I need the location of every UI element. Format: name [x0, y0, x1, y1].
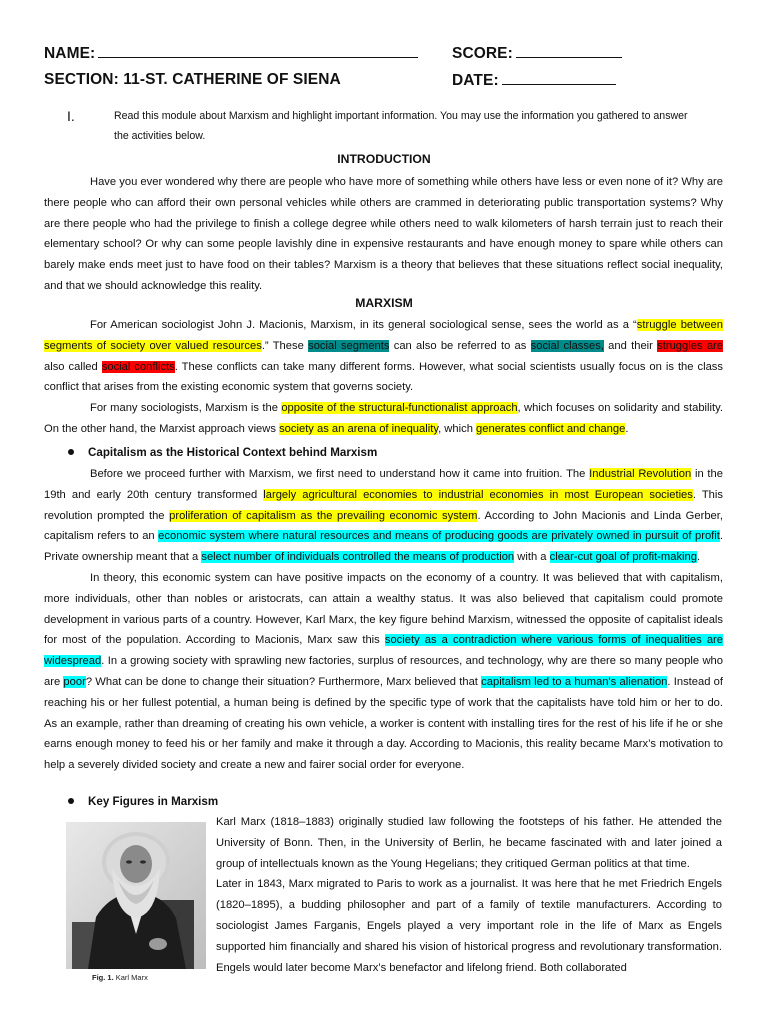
key-figures-heading [68, 795, 218, 808]
portrait-image [66, 822, 206, 969]
highlight-yellow: struggle between segments of society over valued resources [44, 319, 723, 352]
figure-caption [92, 973, 148, 982]
instruction-numeral: I. [67, 108, 75, 124]
karl-marx-photo [66, 822, 206, 969]
highlight-yellow: largely agricultural economies to industrial economies in most European societies [263, 488, 693, 501]
highlight-cyan: poor [63, 675, 86, 688]
key-figures-paragraph-2: Later in 1843, Marx migrated to Paris to work as a journalist. It was here that he met Friedrich Engels (1820–1895), a budding philosopher and part of a family of textile manufacturers. According to sociologist James Farganis, Engels played a very important role in the life of Marx as Engels supported him financially and shared his vision of historical progress and revolutionary transformation. Engels would later become Marx’s benefactor and lifelong friend. Both collaborated [216, 878, 722, 974]
highlight-teal: social segments [308, 339, 390, 352]
key-figures-heading-text: Key Figures in Marxism [88, 795, 219, 808]
highlight-red: social conflicts [101, 360, 175, 373]
text-run: in the 19th and early 20th century transformed [44, 468, 723, 501]
score-label: SCORE: [452, 45, 513, 62]
date-field [452, 71, 616, 90]
highlight-yellow: generates conflict and change [476, 422, 626, 435]
key-figures-section [216, 812, 722, 978]
name-label: NAME: [44, 45, 96, 62]
instruction-line-1: Read this module about Marxism and highlight important information. You may use the information you gathered to answer [114, 110, 688, 122]
text-run: Before we proceed further with Marxism, we first need to understand how it came into fruition. The [90, 468, 590, 480]
highlight-red: struggles are [657, 339, 723, 352]
capitalism-paragraph-2 [44, 568, 723, 776]
text-run: with a [514, 551, 550, 564]
text-run: . This revolution prompted the [44, 488, 723, 522]
text-run: . Instead of reaching his or her fullest potential, a human being is defined by the specific type of work that the capitalists have told him or her to do. As an example, rather than dreaming of creating his own vehicle, a worker is content with installing tires for the rest of his life if he or she earns enough money to feed his or her family and make it through a day. According to Macionis, this reality became Marx’s motivation to help a severely divided society and create a new and fairer social order for everyone. [44, 675, 724, 772]
text-run: , which [438, 422, 477, 435]
highlight-cyan: clear-cut goal of profit-making [549, 551, 697, 564]
text-run: , which focuses on solidarity and stability. On the other hand, the Marxist approach views [44, 402, 723, 435]
highlight-cyan: capitalism led to a human's alienation [481, 675, 668, 688]
highlight-yellow: Industrial Revolution [589, 468, 692, 480]
text-run: . These conflicts can take many different forms. However, what social scientists usually focus on is the class conflict that arises from the existing economic system that governs society. [44, 360, 723, 394]
text-run: In theory, this economic system can have positive impacts on the economy of a country. It was believed that with capitalism, more individuals, other than nobles or aristocrats, can attain a wealthy status. It was also believed that capitalism could promote development in various parts of a country. However, Karl Marx, the key figure behind Marxism, witnessed the opposite of capitalist ideals for most of the population. According to Macionis, Marx saw this [44, 571, 723, 647]
capitalism-heading-text: Capitalism as the Historical Context behind Marxism [88, 446, 378, 459]
text-run: . In a growing society with sprawling new factories, surplus of resources, and technology, why are there so many people who are [44, 655, 723, 688]
text-run: .” These [261, 339, 309, 352]
name-field [44, 44, 418, 63]
introduction-section [44, 172, 723, 297]
text-run: For many sociologists, Marxism is the [90, 402, 282, 415]
key-figures-paragraph-1: Karl Marx (1818–1883) originally studied law following the footsteps of his father. He attended the University of Bonn. Then, in the University of Berlin, he became fascinated with and later joined a group of intellectuals known as the Young Hegelians; they critiqued German politics at that time. [216, 816, 722, 870]
text-run: can also be referred to as [389, 339, 531, 352]
highlight-yellow: proliferation of capitalism as the prevailing economic system [169, 509, 478, 522]
highlight-cyan: economic system where natural resources and means of producing goods are privately owned in pursuit of profit [158, 530, 720, 543]
introduction-heading: INTRODUCTION [337, 152, 431, 166]
marxism-section [44, 315, 723, 440]
caption-label: Fig. 1. [92, 973, 114, 982]
highlight-cyan: society as a contradiction where various forms of inequalities are widespread [44, 634, 723, 668]
bullet-icon [68, 798, 74, 804]
text-run: also called [44, 360, 102, 373]
introduction-paragraph: Have you ever wondered why there are people who have more of something while others have less or even none of it? Why are there people who can afford their own personal vehicles while others are crammed in deteriorating public transportation systems? Why are there people who had the privilege to finish a college degree while others need to walk kilometers of harsh terrain just to reach their elementary school? Or why can some people lavishly dine in expensive restaurants and have enough money to spare while others can barely make ends meet just to have food on their tables? Marxism is a theory that believes that these situations reflect social inequality, and that we should acknowledge this reality. [44, 176, 723, 292]
capitalism-paragraph-1 [44, 464, 723, 568]
capitalism-section [44, 464, 723, 776]
highlight-cyan: select number of individuals controlled the means of production [201, 551, 515, 564]
bullet-icon [68, 449, 74, 455]
highlight-yellow: opposite of the structural-functionalist approach [281, 402, 518, 415]
highlight-yellow: society as an arena of inequality [279, 422, 439, 435]
caption-text: Karl Marx [113, 973, 148, 982]
marxism-paragraph-2 [44, 398, 723, 440]
score-field [452, 44, 622, 63]
text-run: . Private ownership meant that a [44, 530, 723, 564]
date-label: DATE: [452, 72, 499, 89]
marxism-paragraph-1 [44, 315, 723, 398]
text-run: . According to John Macionis and Linda Gerber, capitalism refers to an [44, 509, 723, 543]
text-run: For American sociologist John J. Macionis, Marxism, in its general sociological sense, sees the world as a “ [90, 319, 637, 331]
text-run: . [696, 551, 701, 564]
marxism-heading: MARXISM [355, 296, 413, 310]
text-run: . [625, 422, 629, 435]
instruction-line-2: the activities below. [114, 130, 206, 142]
text-run: ? What can be done to change their situation? Furthermore, Marx believed that [85, 675, 482, 688]
highlight-teal: social classes, [530, 339, 604, 352]
name-blank[interactable] [98, 44, 418, 58]
section-label: SECTION: 11-ST. CATHERINE OF SIENA [44, 71, 341, 88]
date-blank[interactable] [502, 71, 616, 85]
text-run: and their [603, 339, 658, 352]
capitalism-heading [68, 446, 377, 459]
score-blank[interactable] [516, 44, 622, 58]
